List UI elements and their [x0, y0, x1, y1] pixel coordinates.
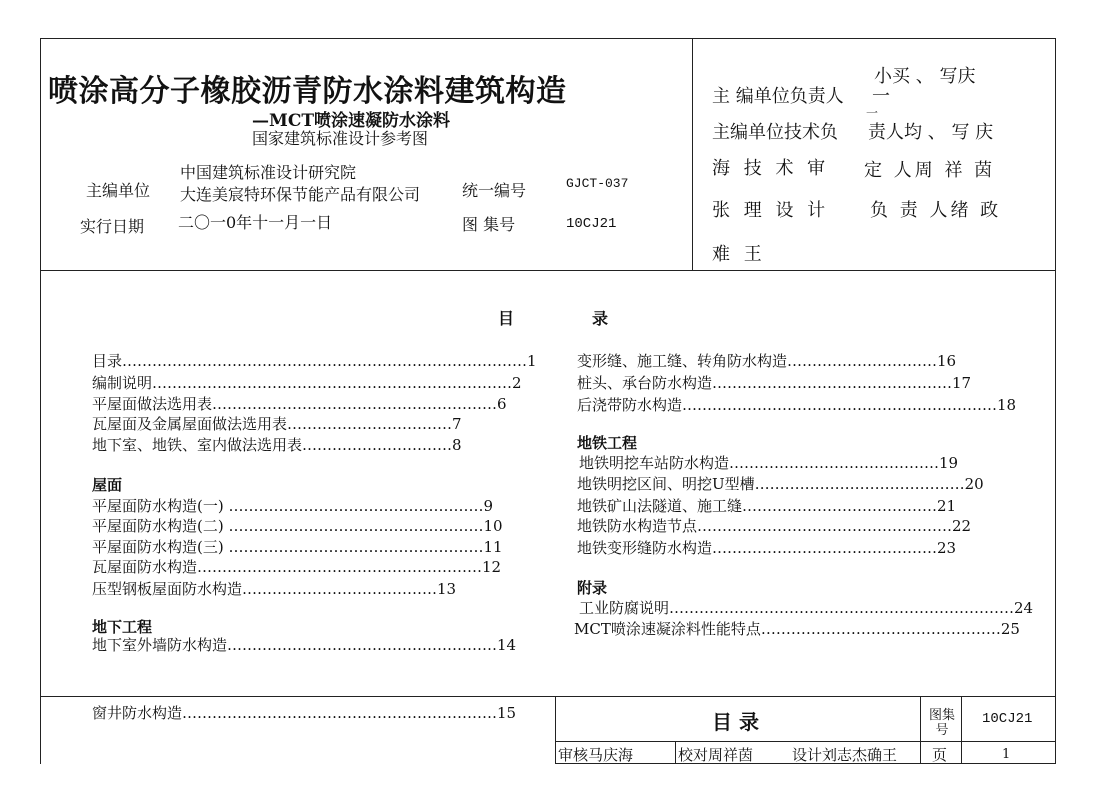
designer: 设计刘志杰确王 [792, 746, 898, 764]
title-block-atlas-value: 10CJ21 [982, 711, 1033, 727]
page-title: 喷涂高分子橡胶沥青防水涂料建筑构造 [48, 74, 567, 109]
header-divider [40, 270, 1056, 271]
toc-section-heading: 屋面 [92, 476, 123, 494]
toc-item[interactable]: 地铁矿山法隧道、施工缝…………………………………21 [577, 497, 957, 515]
responsible-row-4-left: 张 理 设 计 [712, 200, 830, 221]
toc-heading-left: 目 [498, 309, 515, 328]
toc-item[interactable]: 地下室外墙防水构造………………………………………………14 [92, 636, 517, 654]
responsible-row-3-left: 海 技 术 审 [712, 158, 830, 179]
toc-item[interactable]: 平屋面防水构造(二) ……………………………………………10 [92, 517, 503, 535]
toc-item[interactable]: 桩头、承台防水构造…………………………………………17 [577, 374, 972, 392]
toc-item[interactable]: 编制说明………………………………………………………………2 [92, 374, 522, 392]
toc-item[interactable]: 工业防腐说明……………………………………………………………24 [579, 599, 1034, 617]
date-label: 实行日期 [80, 217, 145, 236]
toc-item[interactable]: 地下室、地铁、室内做法选用表…………………………8 [92, 436, 462, 454]
responsible-row-2-left: 主编单位技术负 [712, 122, 838, 143]
frame-right [1055, 38, 1056, 764]
toc-item[interactable]: 目录………………………………………………………………………1 [92, 352, 537, 370]
page-subtitle: —MCT喷涂速凝防水涂料 [252, 111, 450, 131]
toc-item[interactable]: 瓦屋面及金属屋面做法选用表……………………………7 [92, 415, 462, 433]
toc-item[interactable]: 地铁变形缝防水构造………………………………………23 [577, 539, 957, 557]
toc-item[interactable]: 平屋面防水构造(一) ……………………………………………9 [92, 497, 494, 515]
title-block-atlas-label: 图集号 [928, 708, 955, 738]
page-number: 1 [1002, 747, 1011, 762]
toc-section-heading: 地铁工程 [577, 434, 638, 452]
reference-label: 国家建筑标准设计参考图 [252, 129, 429, 148]
responsible-row-1-mark: 一 [872, 86, 890, 107]
frame-left [40, 38, 41, 764]
toc-item[interactable]: 地铁明挖车站防水构造……………………………………19 [579, 454, 959, 472]
toc-item[interactable]: 瓦屋面防水构造…………………………………………………12 [92, 558, 502, 576]
toc-item[interactable]: 压型钢板屋面防水构造…………………………………13 [92, 580, 457, 598]
editor-unit-1: 中国建筑标准设计研究院 [180, 163, 357, 182]
atlas-number-value: 10CJ21 [566, 216, 617, 232]
checker: 校对周祥茵 [678, 746, 754, 764]
header-vertical-divider [692, 38, 693, 270]
atlas-number-label: 图 集号 [462, 215, 516, 234]
unified-number-value: GJCT-037 [566, 176, 629, 191]
reviewer: 审核马庆海 [558, 746, 634, 764]
toc-section-heading: 地下工程 [92, 618, 153, 636]
responsible-row-4-right: 负 责 人绪 政 [870, 200, 1002, 221]
frame-top [40, 38, 1056, 39]
responsible-row-1-left: 主 编单位负责人 [712, 86, 844, 107]
editor-unit-label: 主编单位 [86, 181, 151, 200]
date-value: 二〇一0年十一月一日 [178, 213, 333, 232]
toc-item[interactable]: 平屋面做法选用表…………………………………………………6 [92, 395, 507, 413]
responsible-row-1-right: 小买 、 写庆 [874, 66, 976, 87]
title-block-name: 目 录 [712, 710, 759, 734]
toc-item[interactable]: 后浇带防水构造………………………………………………………18 [577, 396, 1017, 414]
unified-number-label: 统一编号 [462, 181, 527, 200]
toc-item[interactable]: MCT喷涂速凝涂料性能特点…………………………………………25 [574, 620, 1020, 638]
responsible-row-3-right: 定 人周 祥 茵 [864, 160, 996, 181]
toc-item[interactable]: 地铁明挖区间、明挖U型槽……………………………………20 [577, 475, 984, 493]
page-label: 页 [932, 746, 948, 764]
responsible-row-2-mark: 一 [866, 106, 879, 120]
toc-item[interactable]: 窗井防水构造………………………………………………………15 [92, 704, 517, 722]
toc-section-heading: 附录 [577, 579, 608, 597]
toc-item[interactable]: 地铁防水构造节点……………………………………………22 [577, 517, 972, 535]
editor-unit-2: 大连美宸特环保节能产品有限公司 [180, 185, 421, 204]
responsible-row-5-left: 难 王 [712, 244, 766, 265]
toc-heading-right: 录 [592, 309, 609, 328]
responsible-row-2-right: 责人均 、 写 庆 [868, 122, 994, 143]
toc-item[interactable]: 平屋面防水构造(三) ……………………………………………11 [92, 538, 503, 556]
toc-item[interactable]: 变形缝、施工缝、转角防水构造…………………………16 [577, 352, 957, 370]
